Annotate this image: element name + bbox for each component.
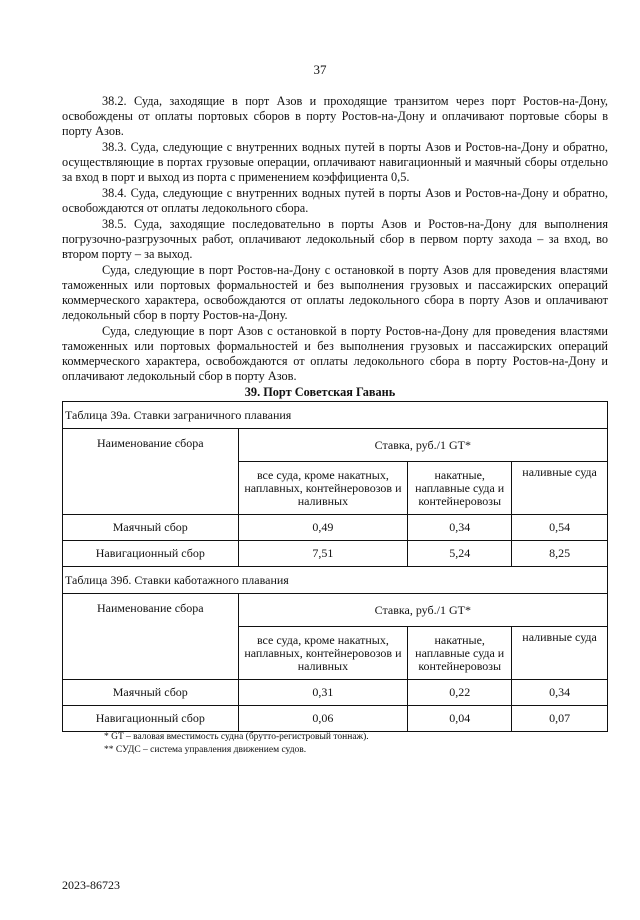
table-b-col-header: накатные, наплавные суда и контейнеровозы <box>408 627 512 680</box>
table-a-caption: Таблица 39а. Ставки заграничного плавания <box>63 402 608 429</box>
paragraph: Суда, следующие в порт Ростов-на-Дону с остановкой в порту Азов для проведения властями таможенных или портовых формальностей и без выполнения грузовых и пассажирских операций коммерческого характера, освобождаются от оплаты ледокольного сбора в порту Азов и оплачивают ледокольный сбор в порту Ростов-на-Дону. <box>62 263 608 322</box>
table-row <box>63 541 608 567</box>
fee-name: Маячный сбор <box>63 680 239 706</box>
table-b-caption-row <box>63 567 608 594</box>
rate-value: 8,25 <box>512 541 608 567</box>
rate-value: 7,51 <box>238 541 408 567</box>
page-number: 37 <box>313 62 327 77</box>
footnote: ** СУДС – система управления движением судов. <box>104 745 307 755</box>
paragraph: 38.5. Суда, заходящие последовательно в порты Азов и Ростов-на-Дону для выполнения погрузочно-разгрузочных работ, оплачивают ледокольный сбор в первом порту захода – за вход, во втором порту – за выход. <box>62 217 608 261</box>
rate-value: 0,06 <box>238 706 408 732</box>
table-a-caption-row <box>63 402 608 429</box>
rate-value: 0,07 <box>512 706 608 732</box>
rate-value: 0,54 <box>512 515 608 541</box>
document-number: 2023-86723 <box>62 878 120 892</box>
table-row <box>63 515 608 541</box>
rate-value: 0,22 <box>408 680 512 706</box>
table-b-fee-header: Наименование сбора <box>63 594 239 680</box>
footnotes <box>104 731 369 757</box>
paragraph: 38.2. Суда, заходящие в порт Азов и проходящие транзитом через порт Ростов-на-Дону, освобождены от оплаты портовых сборов в порту Ростов-на-Дону и оплачивают портовые сборы в порту Азов. <box>62 94 608 138</box>
rate-value: 5,24 <box>408 541 512 567</box>
rate-value: 0,31 <box>238 680 408 706</box>
table-a-col-header: все суда, кроме накатных, наплавных, контейнеровозов и наливных <box>238 462 408 515</box>
section-heading: 39. Порт Советская Гавань <box>244 385 396 399</box>
table-b-col-header: все суда, кроме накатных, наплавных, контейнеровозов и наливных <box>238 627 408 680</box>
rate-value: 0,04 <box>408 706 512 732</box>
table-a-col-header: накатные, наплавные суда и контейнеровозы <box>408 462 512 515</box>
paragraph: 38.4. Суда, следующие с внутренних водных путей в порты Азов и Ростов-на-Дону и обратно, освобождаются от оплаты ледокольного сбора. <box>62 186 608 215</box>
rate-value: 0,49 <box>238 515 408 541</box>
table-row <box>63 706 608 732</box>
rate-value: 0,34 <box>512 680 608 706</box>
table-a-rate-header: Ставка, руб./1 GT* <box>238 429 607 462</box>
paragraph: Суда, следующие в порт Азов с остановкой в порту Ростов-на-Дону для проведения властями таможенных или портовых формальностей и без выполнения грузовых и пассажирских операций коммерческого характера, освобождаются от оплаты ледокольного сбора в порту Ростов-на-Дону и оплачивают ледокольный сбор в порту Азов. <box>62 324 608 383</box>
table-a-col-header: наливные суда <box>512 462 608 515</box>
table-b-col-header: наливные суда <box>512 627 608 680</box>
fee-name: Навигационный сбор <box>63 706 239 732</box>
rate-value: 0,34 <box>408 515 512 541</box>
footnote: * GT – валовая вместимость судна (брутто-регистровый тоннаж). <box>104 732 369 742</box>
fee-name: Маячный сбор <box>63 515 239 541</box>
fee-name: Навигационный сбор <box>63 541 239 567</box>
rates-table <box>62 401 608 732</box>
table-row <box>63 680 608 706</box>
table-b-caption: Таблица 39б. Ставки каботажного плавания <box>63 567 608 594</box>
table-b-rate-header: Ставка, руб./1 GT* <box>238 594 607 627</box>
table-a-header-row <box>63 429 608 462</box>
body-text <box>62 94 608 385</box>
paragraph: 38.3. Суда, следующие с внутренних водных путей в порты Азов и Ростов-на-Дону и обратно, осуществляющие в портах грузовые операции, оплачивают навигационный и маячный сборы отдельно за вход в порт и выход из порта с применением коэффициента 0,5. <box>62 140 608 184</box>
table-b-header-row <box>63 594 608 627</box>
table-a-fee-header: Наименование сбора <box>63 429 239 515</box>
